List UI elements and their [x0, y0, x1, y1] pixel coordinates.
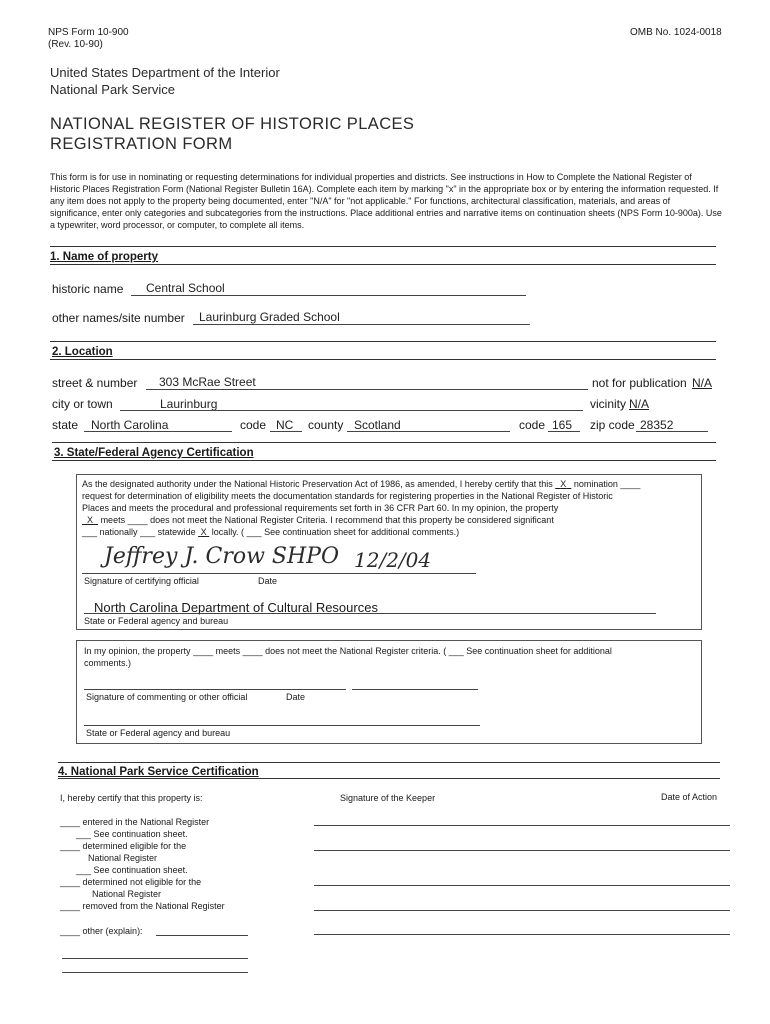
nps-item-cont-1-text: See continuation sheet. — [93, 829, 188, 839]
nps-item-eligible-nr: National Register — [88, 853, 158, 863]
nationally-word: nationally — [99, 527, 138, 537]
cert-line-4: X meets ____ does not meet the National Register Criteria. I recommend that this property be considered significant — [87, 515, 554, 525]
nps-item-other-text: other (explain): — [82, 926, 143, 936]
nps-item-removed[interactable]: ____ removed from the National Register — [60, 901, 225, 911]
meets-mark[interactable]: X — [87, 515, 94, 525]
certifying-signature-date[interactable]: 12/2/04 — [354, 548, 432, 572]
zip-value[interactable]: 28352 — [640, 418, 674, 432]
cert-line-4-text: does not meet the National Register Criteria. I recommend that this property be considered significant — [150, 515, 554, 525]
vicinity-value[interactable]: N/A — [629, 397, 650, 411]
locally-mark[interactable]: X — [200, 527, 207, 537]
opinion-text-c: does not meet the National Register criteria. ( — [265, 646, 447, 656]
opinion-line-2: comments.) — [84, 658, 132, 668]
continuation-text: See continuation sheet for additional comments.) — [264, 527, 460, 537]
form-subtitle: REGISTRATION FORM — [50, 135, 233, 153]
meets-word: meets — [100, 515, 126, 525]
omb-number: OMB No. 1024-0018 — [630, 27, 722, 38]
signature-label: Signature of certifying official — [84, 576, 199, 586]
certify-text: I, hereby certify that this property is: — [60, 793, 203, 803]
form-revision: (Rev. 10-90) — [48, 39, 103, 50]
locally-word: locally. — [211, 527, 239, 537]
county-code-value[interactable]: 165 — [552, 418, 573, 432]
form-number: NPS Form 10-900 — [48, 27, 129, 38]
nps-item-cont-1[interactable]: ___ See continuation sheet. — [76, 829, 188, 839]
nps-item-eligible-text: determined eligible for the — [82, 841, 187, 851]
keeper-label: Signature of the Keeper — [340, 793, 436, 803]
historic-name-label: historic name — [52, 282, 124, 296]
nps-item-other[interactable]: ____ other (explain): — [60, 926, 143, 936]
cert-line-1-text: As the designated authority under the National Historic Preservation Act of 1986, as amended, I hereby certify that this — [82, 479, 553, 489]
state-value[interactable]: North Carolina — [91, 418, 169, 432]
county-value[interactable]: Scotland — [354, 418, 401, 432]
signature-date-label: Date — [258, 576, 278, 586]
street-value[interactable]: 303 McRae Street — [159, 375, 256, 389]
city-label: city or town — [52, 397, 113, 411]
nps-item-not-eligible-text: determined not eligible for the — [82, 877, 202, 887]
state-code-label: code — [240, 418, 267, 432]
state-label: state — [52, 418, 79, 432]
historic-name-value[interactable]: Central School — [146, 281, 225, 295]
section-4-heading: 4. National Park Service Certification — [58, 766, 259, 778]
nps-item-not-eligible[interactable]: ____ determined not eligible for the — [60, 877, 202, 887]
not-for-publication-label: not for publication — [592, 376, 687, 390]
certifying-signature[interactable]: Jeffrey J. Crow SHPO — [104, 544, 339, 569]
opinion-text-d: See continuation sheet for additional — [466, 646, 612, 656]
intro-paragraph: This form is for use in nominating or requesting determinations for individual properties and districts. See instructions in How to Complete the National Register of Historic Places Registration Form (National Register Bulletin 16A). Complete each item by marking "x" in the appropriate box or by entering the information requested. If any item does not apply to the property being documented, enter "N/A" for "not applicable." For functions, architectural classification, materials, and areas of significance, enter only categories and subcategories from the instructions. Place additional entries and narrative items on continuation sheets (NPS Form 10-900a). Use a typewriter, word processor, or computer, to complete all items. — [50, 172, 722, 230]
nps-item-entered-text: entered in the National Register — [82, 817, 210, 827]
nomination-mark[interactable]: X — [560, 479, 567, 489]
department-name: United States Department of the Interior — [50, 65, 280, 80]
agency2-label: State or Federal agency and bureau — [86, 728, 231, 738]
agency-value[interactable]: North Carolina Department of Cultural Resources — [94, 600, 378, 615]
form-title: NATIONAL REGISTER OF HISTORIC PLACES — [50, 115, 415, 133]
commenting-signature-label: Signature of commenting or other official — [86, 692, 248, 702]
zip-label: zip code — [590, 418, 635, 432]
opinion-text-a: In my opinion, the property — [84, 646, 191, 656]
date-of-action-label: Date of Action — [661, 792, 718, 802]
state-code-value[interactable]: NC — [276, 418, 294, 432]
opinion-line: In my opinion, the property ____ meets ____ does not meet the National Register criteria. ( ___ See continuation sheet for additional — [84, 646, 612, 656]
cert-line-3: Places and meets the procedural and professional requirements set forth in 36 CFR Part 60. In my opinion, the property — [82, 503, 559, 513]
statewide-word: statewide — [157, 527, 196, 537]
nps-item-entered[interactable]: ____ entered in the National Register — [60, 817, 210, 827]
cert-line-5: ___ nationally ___ statewide X locally. ( ___ See continuation sheet for additional comments.) — [82, 527, 460, 537]
nps-item-removed-text: removed from the National Register — [82, 901, 225, 911]
county-code-label: code — [519, 418, 546, 432]
cert-line-1: As the designated authority under the National Historic Preservation Act of 1986, as amended, I hereby certify that this X nomination ____ — [82, 479, 641, 489]
street-label: street & number — [52, 376, 138, 390]
nomination-word: nomination — [573, 479, 618, 489]
cert-line-2: request for determination of eligibility meets the documentation standards for registering properties in the National Register of Historic — [82, 491, 613, 501]
section-2-heading: 2. Location — [52, 346, 113, 358]
service-name: National Park Service — [50, 82, 175, 97]
other-names-value[interactable]: Laurinburg Graded School — [199, 310, 340, 324]
agency-label: State or Federal agency and bureau — [84, 616, 229, 626]
nps-item-cont-2[interactable]: ___ See continuation sheet. — [76, 865, 188, 875]
commenting-date-label: Date — [286, 692, 306, 702]
vicinity-label: vicinity — [590, 397, 627, 411]
city-value[interactable]: Laurinburg — [160, 397, 218, 411]
not-for-publication-value[interactable]: N/A — [692, 376, 713, 390]
nps-item-eligible[interactable]: ____ determined eligible for the — [60, 841, 187, 851]
opinion-meets: meets — [215, 646, 241, 656]
nps-item-cont-2-text: See continuation sheet. — [93, 865, 188, 875]
county-label: county — [308, 418, 344, 432]
other-names-label: other names/site number — [52, 311, 185, 325]
nps-item-not-eligible-nr: National Register — [92, 889, 162, 899]
section-3-heading: 3. State/Federal Agency Certification — [54, 447, 254, 459]
section-1-heading: 1. Name of property — [50, 251, 158, 263]
